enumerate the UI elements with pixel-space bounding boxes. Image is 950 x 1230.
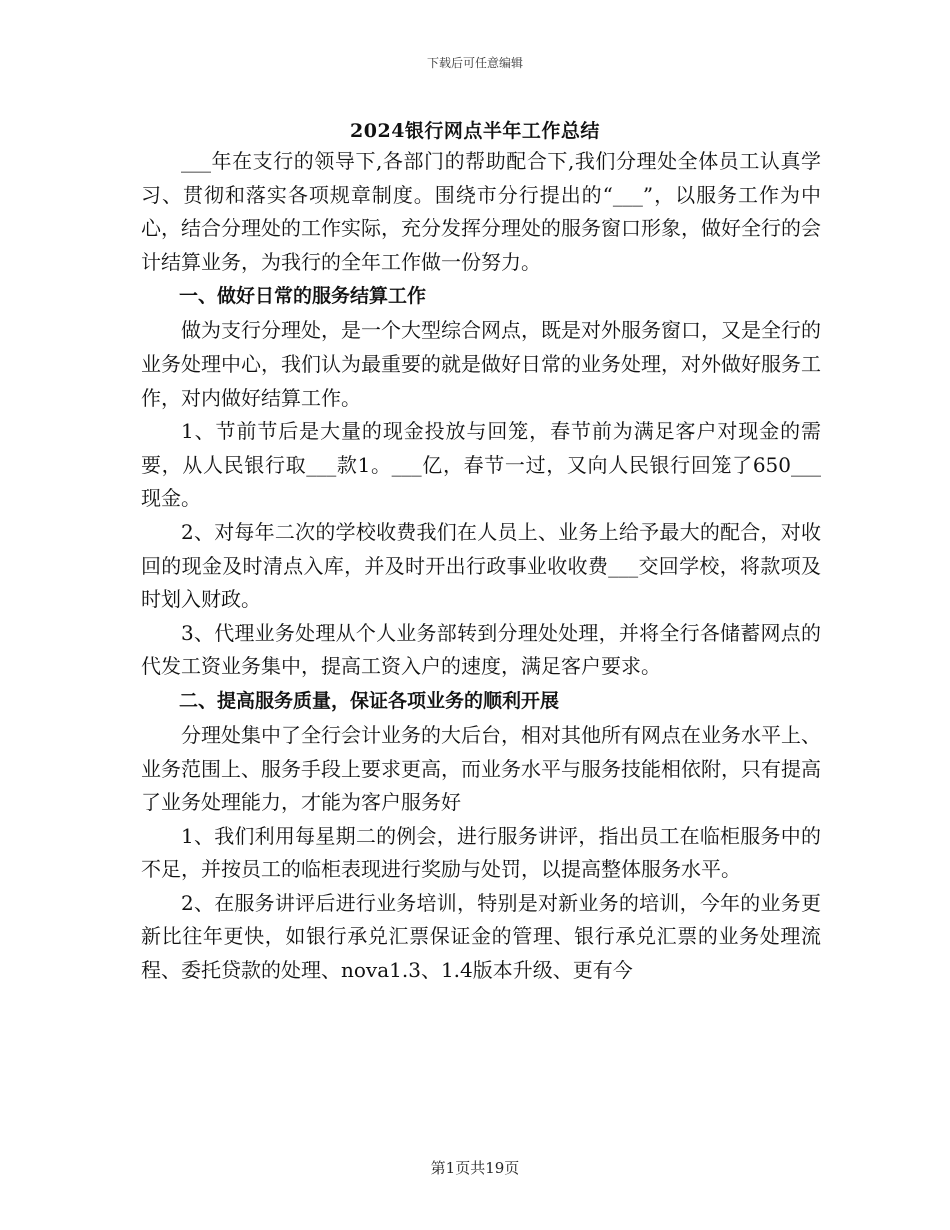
section-heading-2: 二、提高服务质量，保证各项业务的顺利开展 <box>179 689 560 712</box>
paragraph-intro: ___年在支行的领导下,各部门的帮助配合下,我们分理处全体员工认真学习、贯彻和落实各项规章制度。围绕市分行提出的“___”，以服务工作为中心，结合分理处的工作实际，充分发挥分理处的服务窗口形象，做好全行的会计结算业务，为我行的全年工作做一份努力。 <box>141 149 821 274</box>
paragraph-item-2: 2、对每年二次的学校收费我们在人员上、业务上给予最大的配合，对收回的现金及时清点入库，并及时开出行政事业收收费___交回学校，将款项及时划入财政。 <box>141 519 821 612</box>
paragraph-section2-item-2: 2、在服务讲评后进行业务培训，特别是对新业务的培训，今年的业务更新比往年更快，如银行承兑汇票保证金的管理、银行承兑汇票的业务处理流程、委托贷款的处理、nova1.3、1.4版本升级、更有今 <box>141 890 821 983</box>
paragraph-section2-item-1: 1、我们利用每星期二的例会，进行服务讲评，指出员工在临柜服务中的不足，并按员工的临柜表现进行奖励与处罚，以提高整体服务水平。 <box>141 823 821 882</box>
section-heading-1: 一、做好日常的服务结算工作 <box>179 285 427 308</box>
header-note: 下载后可任意编辑 <box>426 56 523 70</box>
document-title: 2024银行网点半年工作总结 <box>350 120 600 142</box>
document-body <box>141 145 821 988</box>
paragraph-item-3: 3、代理业务处理从个人业务部转到分理处处理，并将全行各储蓄网点的代发工资业务集中，提高工资入户的速度，满足客户要求。 <box>141 620 821 679</box>
paragraph-section1-intro: 做为支行分理处，是一个大型综合网点，既是对外服务窗口，又是全行的业务处理中心，我们认为最重要的就是做好日常的业务处理，对外做好服务工作，对内做好结算工作。 <box>141 318 821 410</box>
paragraph-section2-intro: 分理处集中了全行会计业务的大后台，相对其他所有网点在业务水平上、业务范围上、服务手段上要求更高，而业务水平与服务技能相依附，只有提高了业务处理能力，才能为客户服务好 <box>141 722 821 815</box>
page-footer: 第1页共19页 <box>430 1159 520 1177</box>
paragraph-item-1: 1、节前节后是大量的现金投放与回笼，春节前为满足客户对现金的需要，从人民银行取___款1。___亿，春节一过，又向人民银行回笼了650___现金。 <box>141 419 821 511</box>
